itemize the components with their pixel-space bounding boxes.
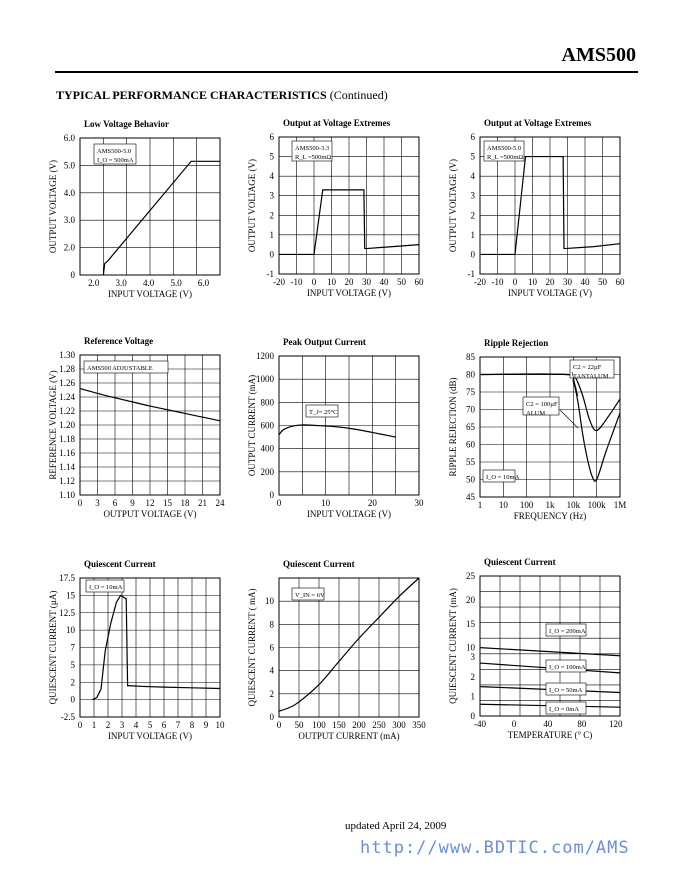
annotation-text: AMS500-5.0 [487,145,522,152]
annotation-text: C2 = 22µF [573,364,602,371]
annotation-chart-6b [523,397,559,417]
x-tick-label: 0 [77,498,83,508]
x-tick-label: 2 [105,720,111,730]
y-tick-label: 50 [466,474,475,485]
y-tick-label: 0 [70,270,75,280]
x-tick-label: 300 [392,720,406,730]
x-axis-label: INPUT VOLTAGE (V) [306,288,392,298]
x-tick-label: 200 [352,720,366,730]
annotation-chart-9c [546,683,586,695]
y-tick-label: 5 [70,659,75,670]
y-tick-label: -1 [467,269,475,279]
annotation-text: AMS500 ADJUSTABLE [87,365,153,372]
chart-title: Quiescent Current [84,559,156,569]
callout-line [560,410,578,428]
y-tick-label: 75 [466,387,475,397]
y-tick-label: 0 [470,249,475,260]
y-tick-label: 6 [470,132,475,142]
y-tick-label: 1200 [256,351,274,361]
y-tick-label: 60 [466,439,475,450]
y-tick-label: 2 [70,677,75,688]
footer-updated: updated April 24, 2009 [345,820,447,832]
x-tick-label: 1 [477,500,483,510]
y-tick-label: -2.5 [60,712,75,722]
x-tick-label: 0 [77,720,83,730]
x-tick-label: 24 [215,498,225,508]
y-tick-label: 1.16 [59,448,75,458]
y-tick-label: 85 [466,352,475,362]
chart-title: Output at Voltage Extremes [283,118,391,128]
x-tick-label: 10 [498,500,508,510]
x-tick-label: 250 [372,720,386,730]
annotation-text: I_O = 200mA [549,628,586,635]
x-tick-label: 80 [577,719,587,729]
annotation-text: T_J= 25°C [309,409,338,416]
x-tick-label: 20 [367,498,377,508]
annotation-text: I_O = 10mA [89,584,123,591]
x-tick-label: 60 [414,277,424,287]
x-tick-label: 150 [332,720,346,730]
chart-9 [448,557,623,740]
chart-title: Low Voltage Behavior [84,119,170,129]
y-tick-label: 1 [470,229,475,240]
y-tick-label: 6 [269,132,274,142]
chart-title: Ripple Rejection [484,338,549,348]
x-axis-label: INPUT VOLTAGE (V) [507,288,593,298]
x-axis-label: TEMPERATURE (° C) [507,730,593,740]
annotation-chart-4 [84,361,168,373]
y-tick-label: 0 [269,490,274,500]
y-tick-label: 2 [269,688,274,699]
annotation-text: I_O = 0mA [549,706,580,713]
x-tick-label: 50 [294,720,304,730]
annotation-chart-3 [484,141,524,161]
y-tick-label: 3 [470,652,475,663]
y-tick-label: 5 [470,151,475,162]
x-tick-label: 0 [276,498,282,508]
x-tick-label: 2.0 [88,278,100,288]
x-tick-label: 12 [145,498,155,508]
y-axis-label: OUTPUT CURRENT (mA) [247,374,257,477]
y-tick-label: 5.0 [63,160,75,171]
y-tick-label: 1 [269,229,274,240]
x-tick-label: 8 [189,720,195,730]
y-tick-label: 80 [466,369,475,380]
x-tick-label: 4.0 [143,278,155,288]
y-tick-label: 1.12 [59,476,75,486]
y-tick-label: 1000 [256,374,274,385]
x-tick-label: 3 [95,498,100,508]
annotation-text: TANTALUM [573,373,609,380]
section-subtitle: (Continued) [329,88,388,102]
x-axis-label: OUTPUT VOLTAGE (V) [103,509,197,519]
x-axis-label: INPUT VOLTAGE (V) [107,289,193,299]
x-tick-label: 0 [511,719,517,729]
annotation-text: I_O = 500mA [97,157,134,164]
x-tick-label: 40 [379,277,389,287]
data-series [480,648,620,656]
y-tick-label: 0 [70,694,75,705]
y-tick-label: 1.28 [59,364,75,374]
y-tick-label: 8 [269,619,274,630]
x-tick-label: 30 [563,277,572,287]
y-tick-label: 2.0 [63,242,75,253]
x-tick-label: 50 [397,277,406,287]
x-tick-label: 120 [609,719,623,729]
annotation-chart-9d [546,702,586,714]
x-tick-label: 6 [112,498,118,508]
y-tick-label: 6 [269,642,274,653]
x-tick-label: 18 [180,498,190,508]
x-tick-label: 100 [312,720,326,730]
annotation-text: I_O = 100mA [549,664,586,671]
annotation-chart-9a [546,624,586,636]
y-tick-label: 3.0 [63,215,75,226]
data-series [103,161,220,275]
y-tick-label: 55 [466,457,475,467]
y-axis-label: OUTPUT VOLTAGE (V) [48,159,58,254]
y-tick-label: 600 [260,420,274,431]
x-tick-label: 0 [311,277,317,287]
y-tick-label: 0 [269,712,274,722]
x-tick-label: -10 [290,277,303,287]
x-tick-label: 5 [147,720,153,730]
x-tick-label: 1M [613,500,627,510]
x-tick-label: 30 [362,277,371,287]
chart-3 [448,118,625,298]
x-tick-label: 9 [203,720,209,730]
annotation-text: R_L =500mΩ [295,154,332,161]
data-series [279,425,396,437]
chart-title: Reference Voltage [84,336,154,346]
annotation-chart-9b [546,660,586,672]
y-tick-label: 10 [265,596,274,607]
annotation-text: AMS500-3.3 [295,145,330,152]
x-tick-label: -40 [474,719,486,729]
y-tick-label: 10 [466,642,475,653]
annotation-text: ALUM [526,410,546,417]
x-tick-label: 21 [198,498,207,508]
y-tick-label: 1.20 [59,420,75,430]
x-tick-label: 10 [528,277,537,287]
x-tick-label: 9 [130,498,135,508]
y-tick-label: -1 [266,269,274,279]
x-tick-label: 20 [545,277,555,287]
x-tick-label: 40 [543,719,553,729]
annotation-text: C2 = 100µF [526,401,558,408]
y-tick-label: 2 [470,210,475,221]
y-tick-label: 5 [269,151,274,162]
x-tick-label: 350 [412,720,426,730]
x-tick-label: 7 [175,720,181,730]
y-tick-label: 1.22 [59,406,75,416]
chart-2 [247,118,424,298]
y-tick-label: 65 [466,422,475,432]
y-axis-label: QUIESCENT CURRENT (µA) [48,590,58,705]
x-tick-label: 30 [414,498,424,508]
y-tick-label: 4 [470,171,475,182]
annotation-chart-5 [306,405,338,417]
document-title: AMS500 [561,44,636,66]
x-tick-label: 10 [215,720,225,730]
x-tick-label: 40 [580,277,590,287]
x-tick-label: 6 [161,720,167,730]
x-tick-label: 15 [163,498,172,508]
x-tick-label: 0 [512,277,518,287]
y-axis-label: RIPPLE REJECTION (dB) [448,377,458,477]
y-tick-label: 3 [269,190,274,201]
x-tick-label: 10 [327,277,336,287]
x-tick-label: 100 [519,500,534,510]
x-tick-label: 10 [321,498,331,508]
chart-5 [247,337,424,519]
y-tick-label: 0 [269,249,274,260]
y-tick-label: 1.30 [59,350,75,360]
x-tick-label: 5.0 [170,278,182,288]
x-tick-label: 4 [133,720,139,730]
chart-title: Quiescent Current [283,559,355,569]
y-tick-label: 4 [269,171,274,182]
chart-title: Output at Voltage Extremes [484,118,592,128]
y-tick-label: 4.0 [63,187,75,198]
y-tick-label: 1.14 [59,462,75,472]
annotation-chart-7 [86,580,124,592]
y-tick-label: 1.10 [59,490,75,500]
y-tick-label: 4 [269,665,274,676]
y-tick-label: 0 [470,711,475,721]
chart-title: Quiescent Current [484,557,556,567]
y-tick-label: 2 [470,671,475,682]
annotation-text: V_IN = 6V [295,592,325,599]
y-tick-label: 17.5 [59,573,75,583]
y-axis-label: OUTPUT VOLTAGE (V) [448,158,458,253]
annotation-chart-6c [483,470,520,482]
x-tick-label: 60 [615,277,625,287]
annotation-text: I_O = 10mA [486,474,520,481]
y-tick-label: 7 [70,642,75,653]
y-tick-label: 800 [260,397,274,408]
y-tick-label: 15 [66,590,75,601]
x-tick-label: -10 [491,277,504,287]
y-tick-label: 20 [466,594,475,605]
chart-title: Peak Output Current [283,337,366,347]
y-tick-label: 1.18 [59,434,75,444]
annotation-text: I_O = 50mA [549,687,583,694]
y-axis-label: QUIESCENT CURRENT ( mA) [247,588,257,707]
x-tick-label: 20 [344,277,354,287]
x-tick-label: 3.0 [115,278,127,288]
footer-url[interactable]: http://www.BDTIC.com/AMS [360,838,630,858]
chart-7 [48,559,225,741]
x-tick-label: 6.0 [197,278,210,288]
y-tick-label: 2 [269,210,274,221]
annotation-chart-8 [292,588,325,600]
x-tick-label: 100k [587,500,606,510]
x-tick-label: -20 [273,277,285,287]
y-tick-label: 400 [260,443,274,454]
annotation-chart-6a [570,360,614,380]
y-axis-label: REFERENCE VOLTAGE (V) [48,370,58,480]
x-tick-label: 1k [545,500,555,510]
chart-8 [247,559,426,741]
x-tick-label: 3 [119,720,125,730]
y-tick-label: 10 [66,625,75,636]
x-tick-label: -20 [474,277,486,287]
annotation-text: AMS500-5.0 [97,148,132,155]
x-axis-label: OUTPUT CURRENT (mA) [298,731,400,741]
x-tick-label: 50 [598,277,607,287]
y-axis-label: QUIESCENT CURRENT (mA) [448,588,458,704]
y-tick-label: 6.0 [63,133,75,143]
y-tick-label: 12.5 [59,607,75,618]
section-title: TYPICAL PERFORMANCE CHARACTERISTICS [56,88,327,102]
y-tick-label: 200 [260,466,274,477]
y-tick-label: 25 [466,571,475,581]
x-axis-label: INPUT VOLTAGE (V) [107,731,193,741]
y-tick-label: 70 [466,404,475,415]
annotation-chart-2 [292,141,332,161]
x-axis-label: FREQUENCY (Hz) [513,511,587,521]
x-tick-label: 0 [276,720,282,730]
annotation-text: R_L =500mΩ [487,154,524,161]
x-tick-label: 1 [91,720,97,730]
x-axis-label: INPUT VOLTAGE (V) [306,509,392,519]
y-tick-label: 45 [466,492,475,502]
annotation-chart-1 [94,144,136,164]
y-tick-label: 1.26 [59,378,75,388]
y-tick-label: 1 [470,691,475,702]
y-tick-label: 1.24 [59,392,75,402]
y-tick-label: 15 [466,618,475,629]
y-axis-label: OUTPUT VOLTAGE (V) [247,158,257,253]
y-tick-label: 3 [470,190,475,201]
x-tick-label: 10k [566,500,581,510]
